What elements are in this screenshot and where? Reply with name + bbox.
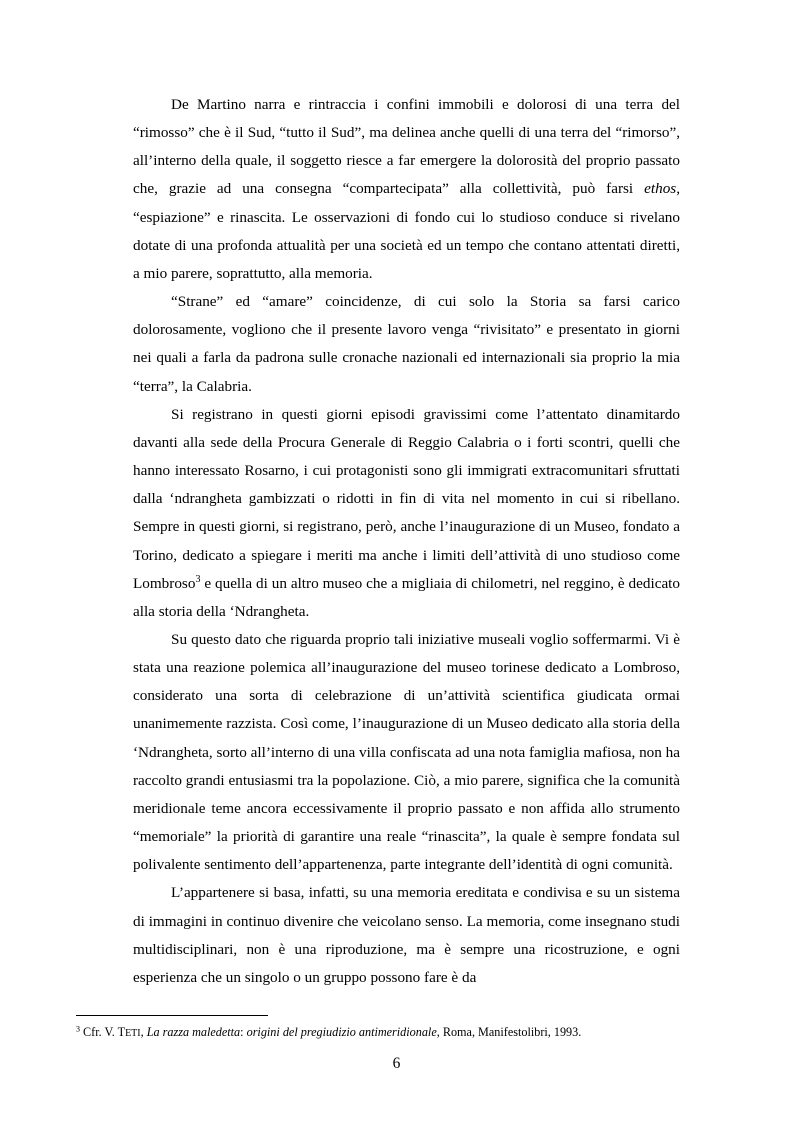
page-number: 6 [392,1055,401,1072]
footnote [76,1024,696,1042]
paragraph-3 [133,401,680,626]
footnote-title-colon: : [240,1025,247,1039]
paragraph-1-text-after: , “espiazione” e rinascita. Le osservazioni di fondo cui lo studioso conduce si rivelano dotate di una profonda attualità per una società ed un tempo che contano attentati diretti, a mio parere, soprattutto, alla memoria. [133,180,680,282]
paragraph-3-text: Si registrano in questi giorni episodi gravissimi come l’attentato dinamitardo davanti alla sede della Procura Generale di Reggio Calabria o i forti scontri, quelli che hanno interessato Rosarno, i cui protagonisti sono gli immigrati extracomunitari sfruttati dalla ‘ndrangheta gambizzati o ridotti in fin di vita nel momento in cui si ribellano. Sempre in questi giorni, si registrano, però, anche l’inaugurazione di un Museo, fondato a Torino, dedicato a spiegare i meriti ma anche i limiti dell’attività di uno studioso come Lombroso [133,405,680,592]
paragraph-5 [133,879,680,992]
body-text [133,91,680,992]
footnote-separator: , [140,1025,147,1039]
footnote-reference[interactable]: 3 [195,573,201,585]
footnote-divider [76,1015,268,1016]
footnote-author-initial: T [117,1025,126,1039]
footnote-title-part-2: origini del pregiudizio antimeridionale [246,1025,437,1039]
footnote-title-part-1: La razza maledetta [146,1025,241,1039]
paragraph-3-text-after: e quella di un altro museo che a migliaia di chilometri, nel reggino, è dedicato alla storia della ‘Ndrangheta. [133,574,680,620]
footnote-suffix: , Roma, Manifestolibri, 1993. [436,1025,582,1039]
footnote-prefix: Cfr. V. [80,1025,118,1039]
paragraph-4-text: Su questo dato che riguarda proprio tali iniziative museali voglio soffermarmi. Vi è stata una reazione polemica all’inaugurazione del museo torinese dedicato a Lombroso, considerato una sorta di celebrazione di un’attività scientifica giudicata ormai unanimemente razzista. Così come, l’inaugurazione di un Museo dedicato alla storia della ‘Ndrangheta, sorto all’interno di una villa confiscata ad una nota famiglia mafiosa, non ha raccolto grandi entusiasmi tra la popolazione. Ciò, a mio parere, significa che la comunità meridionale teme ancora eccessivamente il proprio passato e non affida allo strumento “memoriale” la priorità di garantire una reale “rinascita”, la quale è sempre fondata sul polivalente sentimento dell’appartenenza, parte integrante dell’identità di ogni comunità. [133,630,680,874]
paragraph-2 [133,288,680,401]
paragraph-1-text: De Martino narra e rintraccia i confini immobili e dolorosi di una terra del “rimosso” che è il Sud, “tutto il Sud”, ma delinea anche quelli di una terra del “rimorso”, all’interno della quale, il soggetto riesce a far emergere la dolorosità del proprio passato che, grazie ad una consegna “compartecipata” alla collettività, può farsi [133,96,680,198]
paragraph-4 [133,626,680,879]
paragraph-1 [133,91,680,288]
paragraph-2-text: “Strane” ed “amare” coincidenze, di cui solo la Storia sa farsi carico dolorosamente, vogliono che il presente lavoro venga “rivisitato” e presentato in giorni nei quali a farla da padrona sulle cronache nazionali ed internazionali sia proprio la mia “terra”, la Calabria. [133,293,680,395]
footnote-author-rest: ETI [125,1028,141,1039]
paragraph-5-text: L’appartenere si basa, infatti, su una memoria ereditata e condivisa e su un sistema di immagini in continuo divenire che veicolano senso. La memoria, come insegnano studi multidisciplinari, non è una riproduzione, ma è sempre una ricostruzione, e ogni esperienza che un singolo o un gruppo possono fare è da [133,884,680,986]
footnote-mark: 3 [76,1024,80,1034]
paragraph-1-italic: ethos [644,180,677,198]
